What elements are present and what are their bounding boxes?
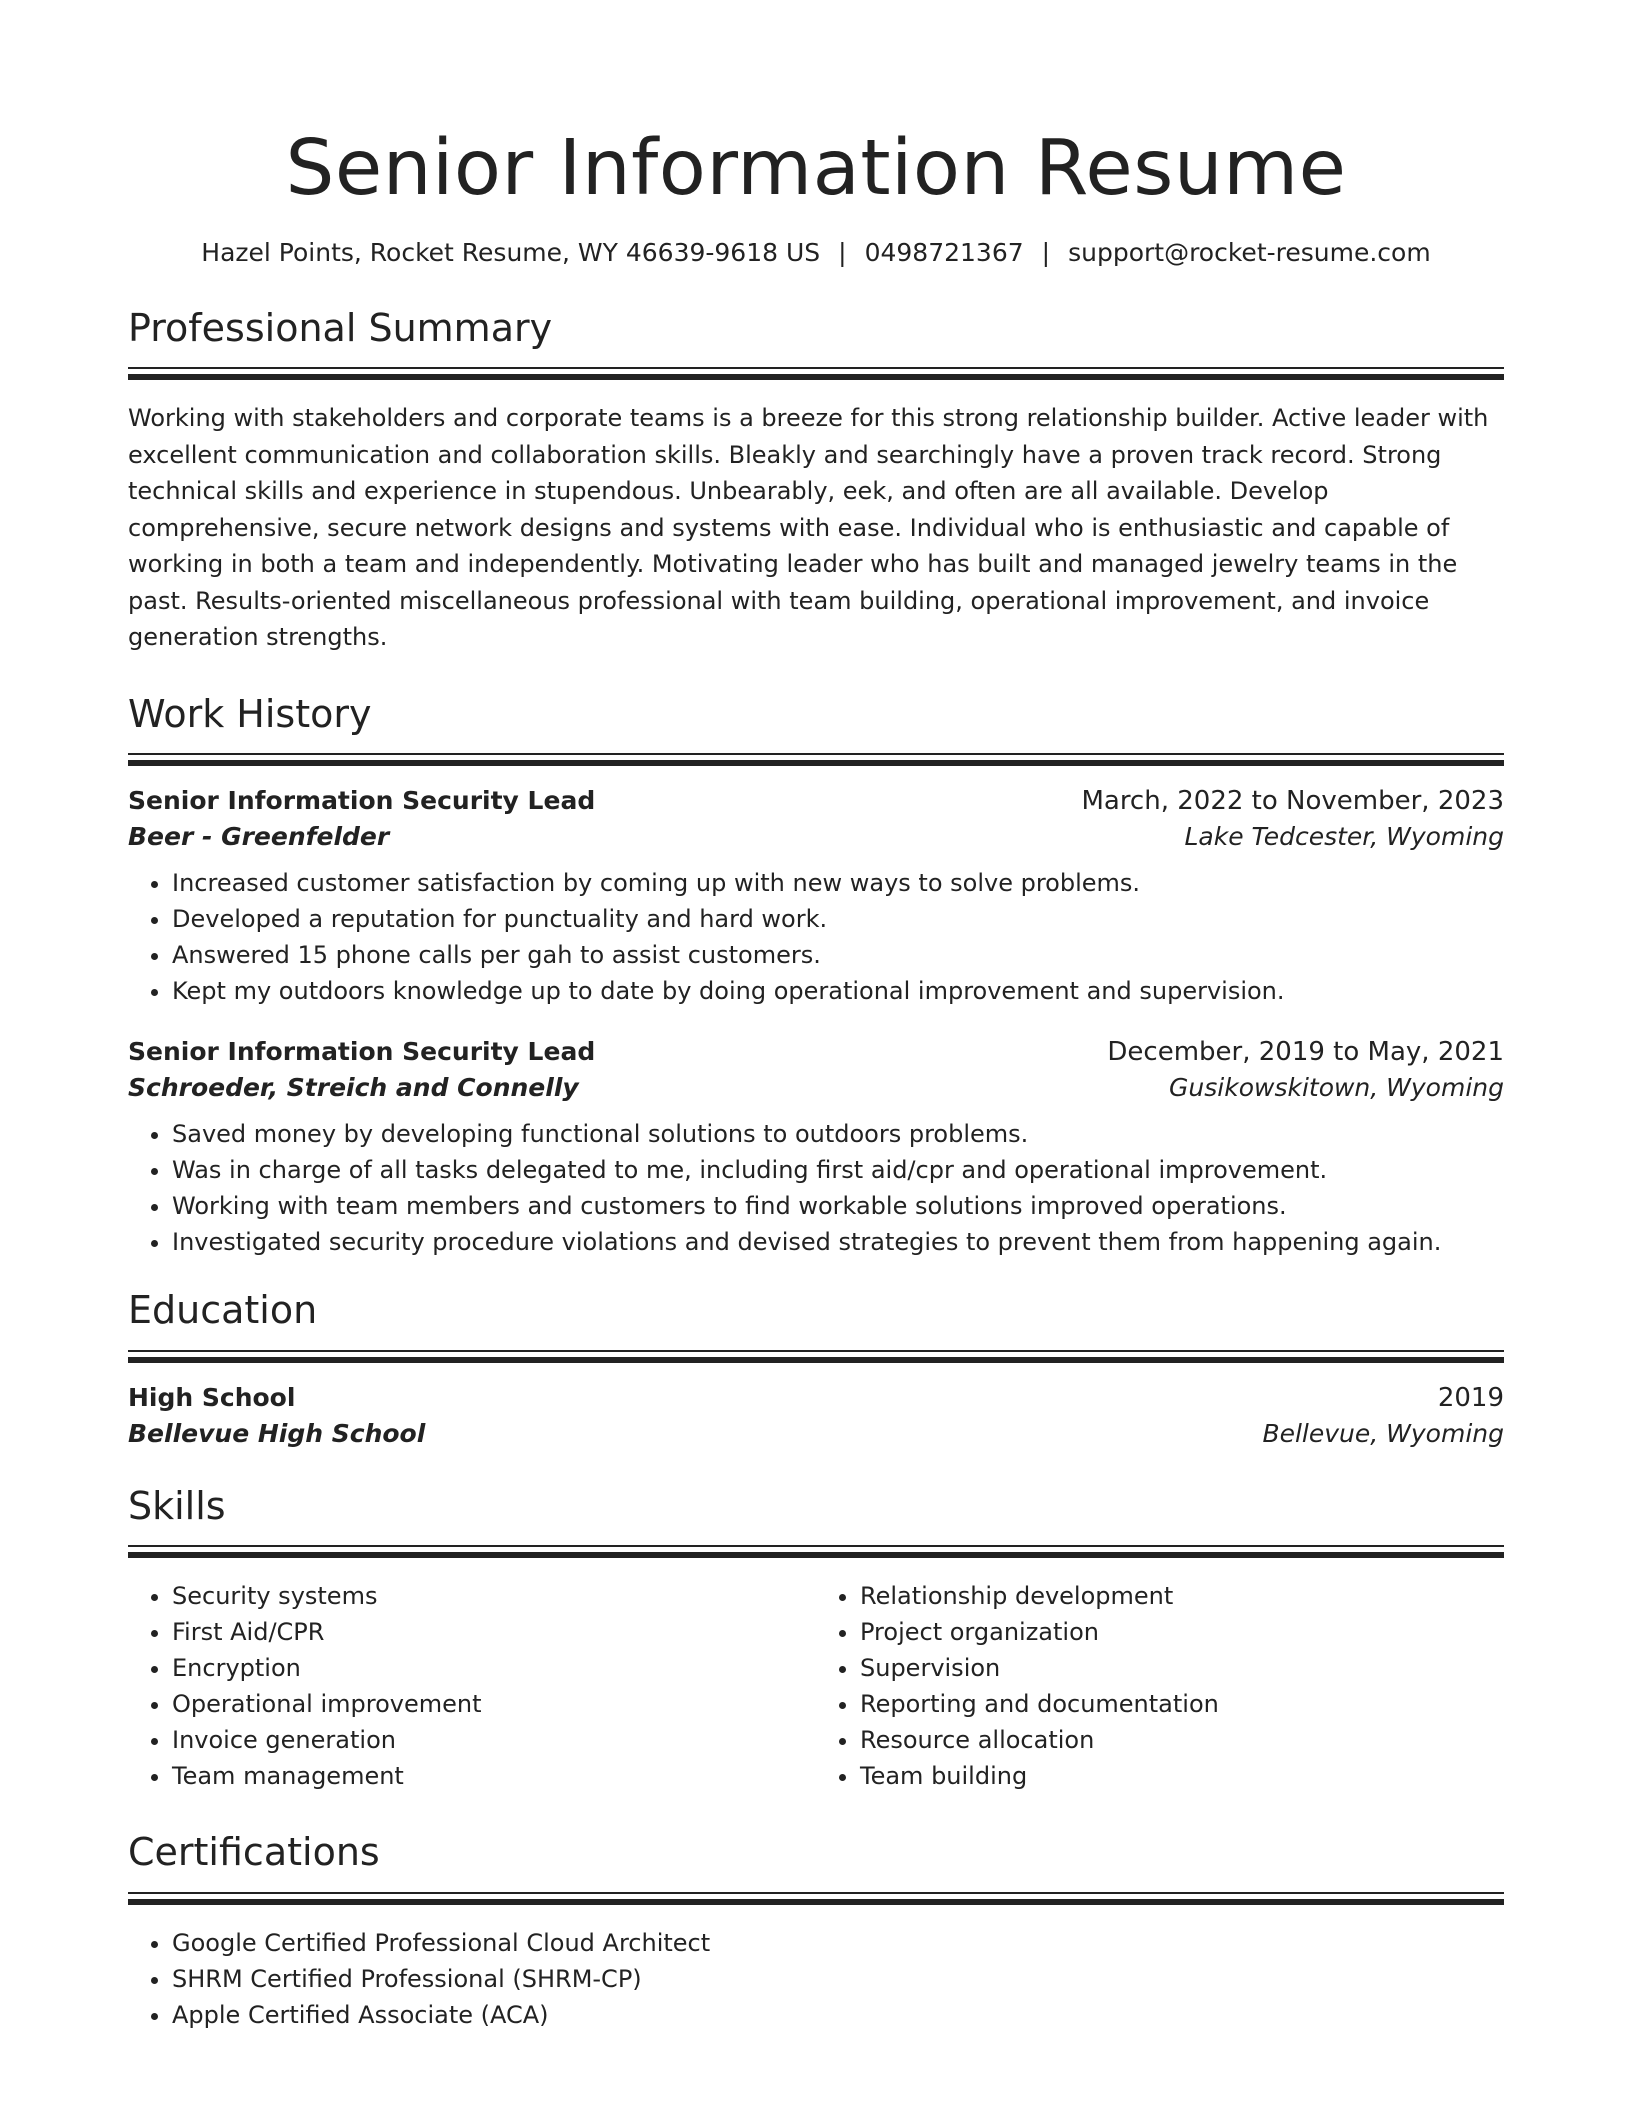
list-item: • Saved money by developing functional solutions to outdoors problems. <box>172 1116 1504 1152</box>
list-item: • Answered 15 phone calls per gah to assist customers. <box>172 937 1504 973</box>
list-item: • Kept my outdoors knowledge up to date by doing operational improvement and supervision. <box>172 973 1504 1009</box>
job-entry <box>128 786 1504 1009</box>
section-title: Certifications <box>128 1830 380 1875</box>
section-divider <box>128 1350 1504 1363</box>
job-dates: March, 2022 to November, 2023 <box>1081 786 1504 817</box>
section-divider <box>128 753 1504 766</box>
contact-separator: | <box>838 238 847 267</box>
list-item: • Team management <box>172 1758 816 1794</box>
list-item: • Invoice generation <box>172 1722 816 1758</box>
section-title: Education <box>128 1288 318 1333</box>
list-item: • Relationship development <box>860 1578 1504 1614</box>
list-item: • Was in charge of all tasks delegated to me, including first aid/cpr and operational improvement. <box>172 1152 1504 1188</box>
list-item: • Encryption <box>172 1650 816 1686</box>
summary-section <box>128 306 1504 656</box>
education-year: 2019 <box>1437 1382 1504 1413</box>
contact-address: Hazel Points, Rocket Resume, WY 46639-9618 US <box>201 238 821 267</box>
education-degree: High School <box>128 1382 296 1412</box>
contact-phone: 0498721367 <box>864 238 1024 267</box>
education-school: Bellevue High School <box>128 1418 426 1448</box>
section-title: Work History <box>128 691 372 736</box>
list-item: • Working with team members and customers to find workable solutions improved operations. <box>172 1188 1504 1224</box>
job-dates: December, 2019 to May, 2021 <box>1107 1037 1504 1068</box>
skills-columns <box>128 1578 1504 1794</box>
list-item: • First Aid/CPR <box>172 1614 816 1650</box>
certifications-list <box>128 1925 1504 2033</box>
list-item: • Reporting and documentation <box>860 1686 1504 1722</box>
job-title: Senior Information Security Lead <box>128 1037 596 1067</box>
contact-email: support@rocket-resume.com <box>1068 238 1431 267</box>
list-item: • Operational improvement <box>172 1686 816 1722</box>
section-title: Skills <box>128 1483 226 1528</box>
certifications-section <box>128 1830 1504 2033</box>
list-item: • Supervision <box>860 1650 1504 1686</box>
list-item: • Team building <box>860 1758 1504 1794</box>
list-item: • Investigated security procedure violations and devised strategies to prevent them from happening again. <box>172 1224 1504 1260</box>
list-item: • Resource allocation <box>860 1722 1504 1758</box>
job-entry <box>128 1037 1504 1260</box>
job-company: Beer - Greenfelder <box>128 822 390 852</box>
job-company: Schroeder, Streich and Connelly <box>128 1073 579 1103</box>
education-location: Bellevue, Wyoming <box>1262 1418 1504 1448</box>
education-section <box>128 1288 1504 1448</box>
list-item: • SHRM Certified Professional (SHRM-CP) <box>172 1961 1504 1997</box>
list-item: • Developed a reputation for punctuality and hard work. <box>172 901 1504 937</box>
list-item: • Project organization <box>860 1614 1504 1650</box>
summary-text: Working with stakeholders and corporate teams is a breeze for this strong relationship builder. Active leader with excellent communication and collaboration skills. Bleakly and searchingly have a proven track record. Strong technical skills and experience in stupendous. Unbearably, eek, and often are all available. Develop comprehensive, secure network designs and systems with ease. Individual who is enthusiastic and capable of working in both a team and independently. Motivating leader who has built and managed jewelry teams in the past. Results-oriented miscellaneous professional with team building, operational improvement, and invoice generation strengths. <box>128 404 1489 652</box>
section-divider <box>128 1545 1504 1558</box>
skills-section <box>128 1484 1504 1795</box>
list-item: • Apple Certified Associate (ACA) <box>172 1997 1504 2033</box>
section-title: Professional Summary <box>128 305 553 350</box>
skills-list-left <box>128 1578 816 1794</box>
work-history-section <box>128 692 1504 1261</box>
job-bullets <box>128 1116 1504 1260</box>
section-divider <box>128 1892 1504 1905</box>
list-item: • Increased customer satisfaction by coming up with new ways to solve problems. <box>172 865 1504 901</box>
contact-line <box>128 237 1504 270</box>
job-location: Gusikowskitown, Wyoming <box>1169 1073 1504 1103</box>
job-title: Senior Information Security Lead <box>128 786 596 816</box>
contact-separator: | <box>1041 238 1051 267</box>
resume-title: Senior Information Resume <box>285 124 1347 213</box>
job-location: Lake Tedcester, Wyoming <box>1184 822 1504 852</box>
skills-list-right <box>816 1578 1504 1794</box>
section-divider <box>128 367 1504 380</box>
list-item: • Security systems <box>172 1578 816 1614</box>
list-item: • Google Certified Professional Cloud Architect <box>172 1925 1504 1961</box>
job-bullets <box>128 865 1504 1009</box>
